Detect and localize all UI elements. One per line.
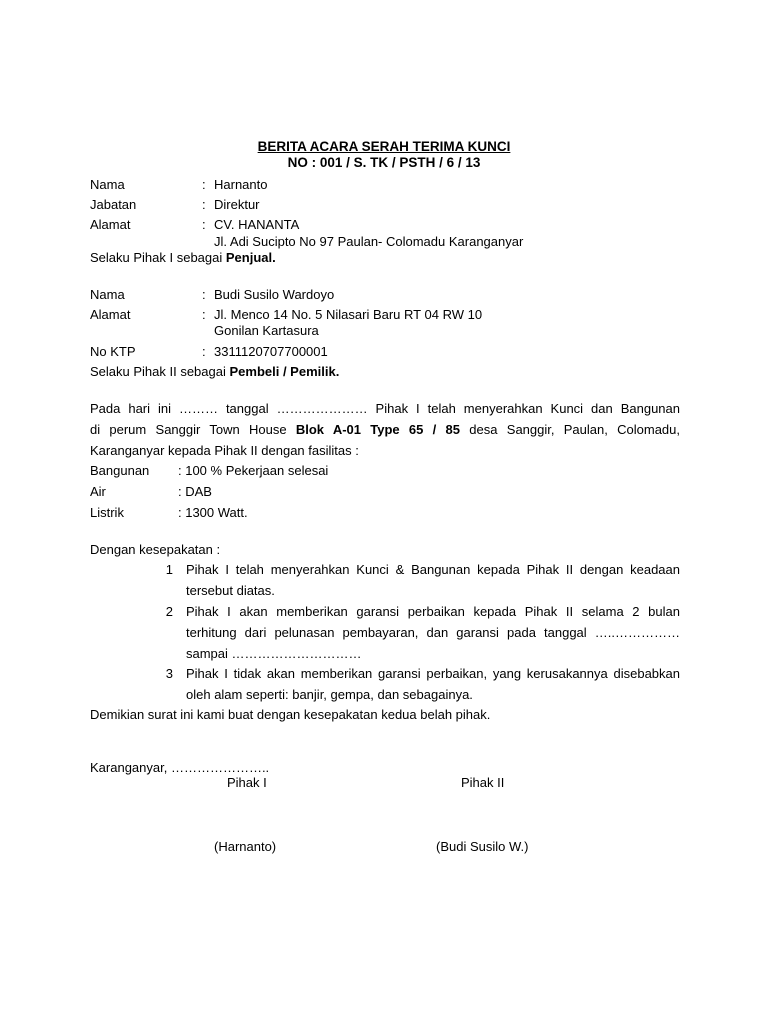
facility-label: Bangunan	[90, 463, 150, 478]
agreement-item-line: tersebut diatas.	[186, 583, 275, 598]
party2-ktp-value: 3311120707700001	[214, 344, 328, 359]
closing-statement: Demikian surat ini kami buat dengan kesepakatan kedua belah pihak.	[90, 707, 491, 722]
handover-line2-prefix: di perum Sanggir Town House	[90, 422, 296, 437]
handover-line3: Karanganyar kepada Pihak II dengan fasilitas :	[90, 443, 359, 458]
party1-alamat-label: Alamat	[90, 217, 131, 232]
agreement-intro: Dengan kesepakatan :	[90, 542, 221, 557]
agreement-number: 1	[165, 562, 173, 577]
signature-party2-name: (Budi Susilo W.)	[436, 839, 529, 854]
handover-line2	[90, 422, 680, 438]
party1-role-prefix: Selaku Pihak I sebagai	[90, 250, 226, 265]
party2-alamat-label: Alamat	[90, 307, 131, 322]
party1-role-bold: Penjual.	[225, 250, 276, 265]
agreement-item-line: Pihak I tidak akan memberikan garansi perbaikan, yang kerusakannya disebabkan	[186, 666, 680, 681]
handover-line1: Pada hari ini ……… tanggal ………………… Pihak I telah menyerahkan Kunci dan Bangunan	[90, 401, 680, 416]
colon: :	[202, 197, 206, 212]
party1-nama-label: Nama	[90, 177, 125, 192]
party1-role	[90, 250, 276, 266]
party2-ktp-label: No KTP	[90, 344, 136, 359]
party1-alamat-line1: CV. HANANTA	[214, 217, 300, 232]
party1-nama-value: Harnanto	[214, 177, 268, 192]
signature-party1-name: (Harnanto)	[214, 839, 277, 854]
signature-party2-label: Pihak II	[461, 775, 505, 790]
party2-nama-value: Budi Susilo Wardoyo	[214, 287, 335, 302]
party2-role-bold: Pembeli / Pemilik.	[229, 364, 340, 379]
colon: :	[202, 307, 206, 322]
document-number: NO : 001 / S. TK / PSTH / 6 / 13	[287, 155, 481, 170]
document-title: BERITA ACARA SERAH TERIMA KUNCI	[257, 139, 511, 154]
agreement-item-line: oleh alam seperti: banjir, gempa, dan sebagainya.	[186, 687, 473, 702]
facility-value: : 1300 Watt.	[178, 505, 248, 520]
agreement-number: 3	[165, 666, 173, 681]
party2-role	[90, 364, 339, 380]
agreement-item-line: sampai …………………………	[186, 646, 362, 661]
party2-alamat-line2: Gonilan Kartasura	[214, 323, 319, 338]
handover-blok-type: Blok A-01 Type 65 / 85	[295, 422, 461, 437]
signature-party1-label: Pihak I	[227, 775, 267, 790]
facility-value: : DAB	[178, 484, 212, 499]
agreement-number: 2	[165, 604, 173, 619]
facility-value: : 100 % Pekerjaan selesai	[178, 463, 329, 478]
facility-label: Listrik	[90, 505, 124, 520]
party1-jabatan-value: Direktur	[214, 197, 260, 212]
party1-alamat-line2: Jl. Adi Sucipto No 97 Paulan- Colomadu Karanganyar	[214, 234, 524, 249]
party2-nama-label: Nama	[90, 287, 125, 302]
colon: :	[202, 344, 206, 359]
party2-alamat-line1: Jl. Menco 14 No. 5 Nilasari Baru RT 04 RW 10	[214, 307, 483, 322]
party1-jabatan-label: Jabatan	[90, 197, 137, 212]
colon: :	[202, 177, 206, 192]
agreement-item-line: Pihak I akan memberikan garansi perbaikan kepada Pihak II selama 2 bulan	[186, 604, 680, 619]
agreement-item-line: Pihak I telah menyerahkan Kunci & Bangunan kepada Pihak II dengan keadaan	[186, 562, 680, 577]
facility-label: Air	[90, 484, 106, 499]
party2-role-prefix: Selaku Pihak II sebagai	[90, 364, 230, 379]
agreement-item-line: terhitung dari pelunasan pembayaran, dan garansi pada tanggal …..……………	[186, 625, 680, 640]
colon: :	[202, 287, 206, 302]
handover-line2-suffix: desa Sanggir, Paulan, Colomadu,	[460, 422, 680, 437]
place-date: Karanganyar, …………………..	[90, 760, 270, 775]
colon: :	[202, 217, 206, 232]
